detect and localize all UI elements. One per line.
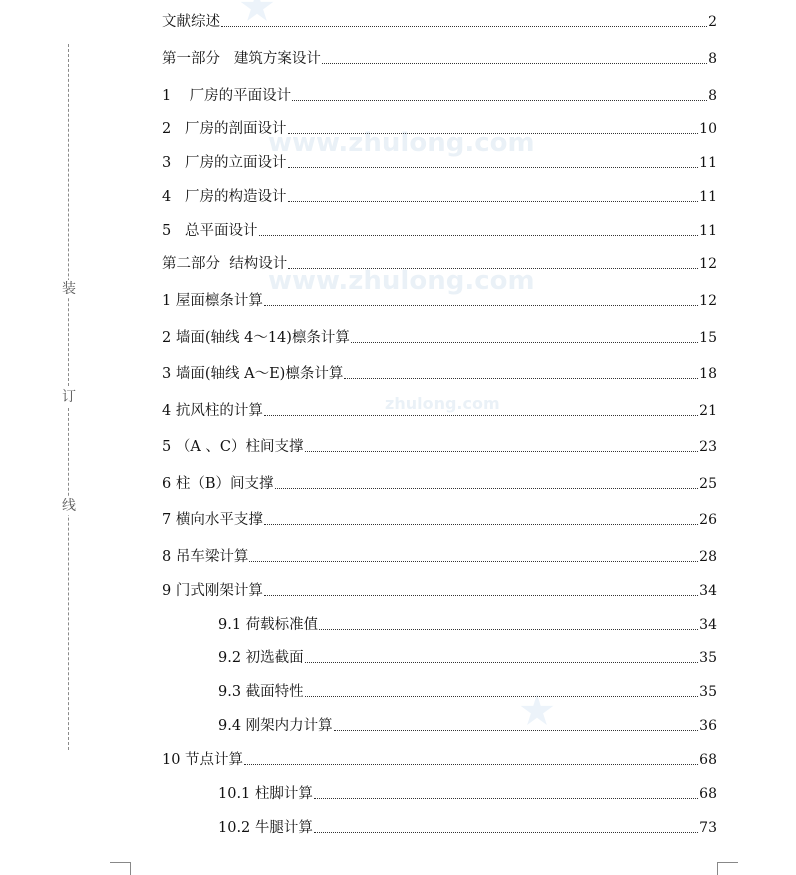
toc-entry-page: 73 xyxy=(699,820,717,836)
toc-entry[interactable] xyxy=(162,118,717,138)
toc-entry-title: 4 抗风柱的计算 xyxy=(162,403,263,419)
toc-subentry[interactable] xyxy=(218,647,717,667)
toc-entry-title: 9.2 初选截面 xyxy=(218,650,304,666)
toc-leader xyxy=(221,26,707,27)
binding-char-ding: 订 xyxy=(62,389,76,405)
toc-entry-title: 9.1 荷载标准值 xyxy=(218,617,319,633)
toc-subentry[interactable] xyxy=(218,614,717,634)
toc-entry-page: 28 xyxy=(699,549,717,565)
toc-leader xyxy=(344,378,698,379)
toc-entry-page: 12 xyxy=(699,293,717,309)
toc-entry-page: 34 xyxy=(699,617,717,633)
toc-leader xyxy=(305,451,699,452)
toc-entry-title: 第二部分 结构设计 xyxy=(162,256,288,272)
toc-leader xyxy=(292,100,707,101)
toc-entry-title: 10.2 牛腿计算 xyxy=(218,820,313,836)
toc-entry-page: 11 xyxy=(699,189,717,205)
watermark-text-2: www.zhulong.com xyxy=(268,266,535,296)
binding-char-xian: 线 xyxy=(62,498,76,514)
toc-leader xyxy=(264,415,698,416)
toc-leader xyxy=(322,63,707,64)
toc-leader xyxy=(314,798,698,799)
toc-entry-title: 4 厂房的构造设计 xyxy=(162,189,287,205)
toc-entry-title: 5 （A 、C）柱间支撑 xyxy=(162,439,304,455)
toc-entry[interactable] xyxy=(162,253,717,273)
toc-leader xyxy=(314,832,698,833)
toc-entry-title: 5 总平面设计 xyxy=(162,223,258,239)
toc-entry[interactable] xyxy=(162,152,717,172)
toc-entry[interactable] xyxy=(162,363,717,383)
toc-entry-title: 文献综述 xyxy=(162,14,220,30)
toc-entry[interactable] xyxy=(162,473,717,493)
binding-char-zhuang: 装 xyxy=(62,281,76,297)
toc-entry[interactable] xyxy=(162,546,717,566)
toc-entry-title: 1 厂房的平面设计 xyxy=(162,88,292,104)
toc-entry-page: 34 xyxy=(699,583,717,599)
toc-leader xyxy=(288,133,699,134)
crop-mark-bottom-right xyxy=(717,862,738,875)
toc-leader xyxy=(249,561,698,562)
toc-entry-page: 35 xyxy=(699,684,717,700)
toc-entry-page: 26 xyxy=(699,512,717,528)
toc-entry-title: 8 吊车梁计算 xyxy=(162,549,249,565)
toc-entry-title: 6 柱（B）间支撑 xyxy=(162,476,274,492)
toc-subentry[interactable] xyxy=(218,783,717,803)
toc-entry-title: 9 门式刚架计算 xyxy=(162,583,263,599)
toc-leader xyxy=(334,730,699,731)
toc-leader xyxy=(288,268,698,269)
toc-entry[interactable] xyxy=(162,509,717,529)
toc-leader xyxy=(264,305,698,306)
toc-entry[interactable] xyxy=(162,48,717,68)
toc-entry-page: 36 xyxy=(699,718,717,734)
toc-entry[interactable] xyxy=(162,436,717,456)
toc-leader xyxy=(305,696,699,697)
toc-entry-title: 1 屋面檩条计算 xyxy=(162,293,263,309)
toc-entry-title: 7 横向水平支撑 xyxy=(162,512,263,528)
toc-entry[interactable] xyxy=(162,749,717,769)
toc-subentry[interactable] xyxy=(218,681,717,701)
toc-leader xyxy=(305,662,699,663)
toc-entry-page: 15 xyxy=(699,330,717,346)
toc-entry-title: 10 节点计算 xyxy=(162,752,244,768)
toc-entry-title: 3 墙面(轴线 A～E)檩条计算 xyxy=(162,366,344,382)
toc-leader xyxy=(275,488,699,489)
toc-leader xyxy=(288,201,699,202)
toc-entry-title: 9.4 刚架内力计算 xyxy=(218,718,333,734)
toc-entry-page: 25 xyxy=(699,476,717,492)
toc-leader xyxy=(244,764,698,765)
watermark-text-1: www.zhulong.com xyxy=(268,128,535,158)
toc-subentry[interactable] xyxy=(218,817,717,837)
toc-entry-page: 10 xyxy=(699,121,717,137)
toc-entry-page: 12 xyxy=(699,256,717,272)
toc-entry-title: 2 厂房的剖面设计 xyxy=(162,121,287,137)
crop-mark-bottom-left xyxy=(110,862,131,875)
toc-entry-title: 3 厂房的立面设计 xyxy=(162,155,287,171)
toc-entry-page: 11 xyxy=(699,223,717,239)
toc-leader xyxy=(351,342,698,343)
toc-entry[interactable] xyxy=(162,400,717,420)
toc-entry-page: 8 xyxy=(708,88,717,104)
toc-entry-page: 2 xyxy=(708,14,717,30)
toc-entry-page: 68 xyxy=(699,786,717,802)
toc-entry[interactable] xyxy=(162,580,717,600)
toc-entry-page: 8 xyxy=(708,51,717,67)
toc-entry-page: 35 xyxy=(699,650,717,666)
toc-entry[interactable] xyxy=(162,220,717,240)
toc-subentry[interactable] xyxy=(218,715,717,735)
toc-entry-page: 18 xyxy=(699,366,717,382)
toc-entry-title: 9.3 截面特性 xyxy=(218,684,304,700)
watermark-text-3: zhulong.com xyxy=(385,394,500,413)
toc-entry-page: 11 xyxy=(699,155,717,171)
toc-leader xyxy=(259,235,699,236)
toc-entry[interactable] xyxy=(162,290,717,310)
toc-entry-page: 21 xyxy=(699,403,717,419)
toc-entry-title: 10.1 柱脚计算 xyxy=(218,786,313,802)
toc-entry[interactable] xyxy=(162,85,717,105)
toc-leader xyxy=(264,524,698,525)
toc-entry-page: 68 xyxy=(699,752,717,768)
toc-entry[interactable] xyxy=(162,327,717,347)
toc-leader xyxy=(319,629,698,630)
toc-entry[interactable] xyxy=(162,11,717,31)
toc-entry-title: 2 墙面(轴线 4～14)檩条计算 xyxy=(162,330,350,346)
toc-entry[interactable] xyxy=(162,186,717,206)
toc-entry-title: 第一部分 建筑方案设计 xyxy=(162,51,321,67)
toc-leader xyxy=(288,167,699,168)
toc-leader xyxy=(264,595,698,596)
toc-entry-page: 23 xyxy=(699,439,717,455)
